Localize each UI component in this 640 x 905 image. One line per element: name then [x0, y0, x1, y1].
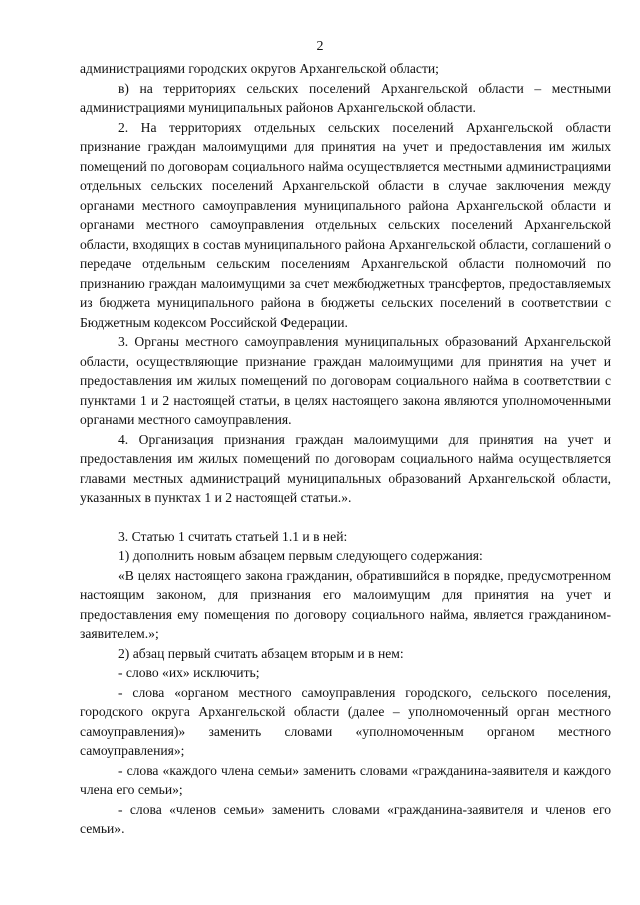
paragraph-section-2: 2. На территориях отдельных сельских поселений Архангельской области признание граждан малоимущими для принятия на учет и предоставления им жилых помещений по договорам социального найма осуществляется местными администрациями отдельных сельских поселений Архангельской области в случае заключения между органами местного самоуправления муниципального района Архангельской области и органами местного самоуправления отдельных сельских поселений Архангельской области, входящих в состав муниципального района Архангельской области, соглашений о передаче отдельным сельским поселениям Архангельской области полномочий по признанию граждан малоимущими за счет межбюджетных трансфертов, предоставляемых из бюджета муниципального района в бюджеты сельских поселений в соответствии с Бюджетным кодексом Российской Федерации. — [80, 119, 611, 330]
paragraph-section-4: 4. Организация признания граждан малоимущими для принятия на учет и предоставления им жилых помещений по договорам социального найма осуществляется главами местных администраций муниципальных образований Архангельской области, указанных в пунктах 1 и 2 настоящей статьи.». — [80, 431, 611, 505]
paragraph-dash-2: - слова «органом местного самоуправления городского, сельского поселения, городского округа Архангельской области (далее – уполномоченный орган местного самоуправления)» заменить словами «уполномоченным органом местного самоуправления»; — [80, 684, 611, 758]
paragraph-dash-4: - слова «членов семьи» заменить словами «гражданина-заявителя и членов его семьи». — [80, 801, 611, 836]
paragraph-amendment-3-1: 1) дополнить новым абзацем первым следующего содержания: — [118, 548, 483, 563]
paragraph-amendment-3-2: 2) абзац первый считать абзацем вторым и в нем: — [118, 645, 404, 661]
paragraph-continuation: администрациями городских округов Архангельской области; — [80, 61, 439, 76]
paragraph-dash-3: - слова «каждого члена семьи» заменить словами «гражданина-заявителя и каждого члена его семьи»; — [80, 762, 611, 797]
page-number: 2 — [316, 39, 324, 54]
paragraph-amendment-3: 3. Статью 1 считать статьей 1.1 и в ней: — [118, 528, 348, 544]
paragraph-quoted-text: «В целях настоящего закона гражданин, обратившийся в порядке, предусмотренном настоящим законом, для признания его малоимущим для принятия на учет и предоставления ему помещения по договору социального найма, является гражданином-заявителем.»; — [80, 567, 611, 641]
paragraph-dash-1: - слово «их» исключить; — [118, 665, 260, 680]
paragraph-item-v: в) на территориях сельских поселений Архангельской области – местными администрациями муниципальных районов Архангельской области. — [80, 80, 611, 115]
paragraph-gap — [80, 508, 611, 527]
paragraph-section-3: 3. Органы местного самоуправления муниципальных образований Архангельской области, осуществляющие признание граждан малоимущими для принятия на учет и предоставления им жилых помещений по договорам социального найма в соответствии с пунктами 1 и 2 настоящей статьи, в целях настоящего закона являются уполномоченными органами местного самоуправления. — [80, 334, 611, 427]
document-body — [80, 59, 611, 839]
